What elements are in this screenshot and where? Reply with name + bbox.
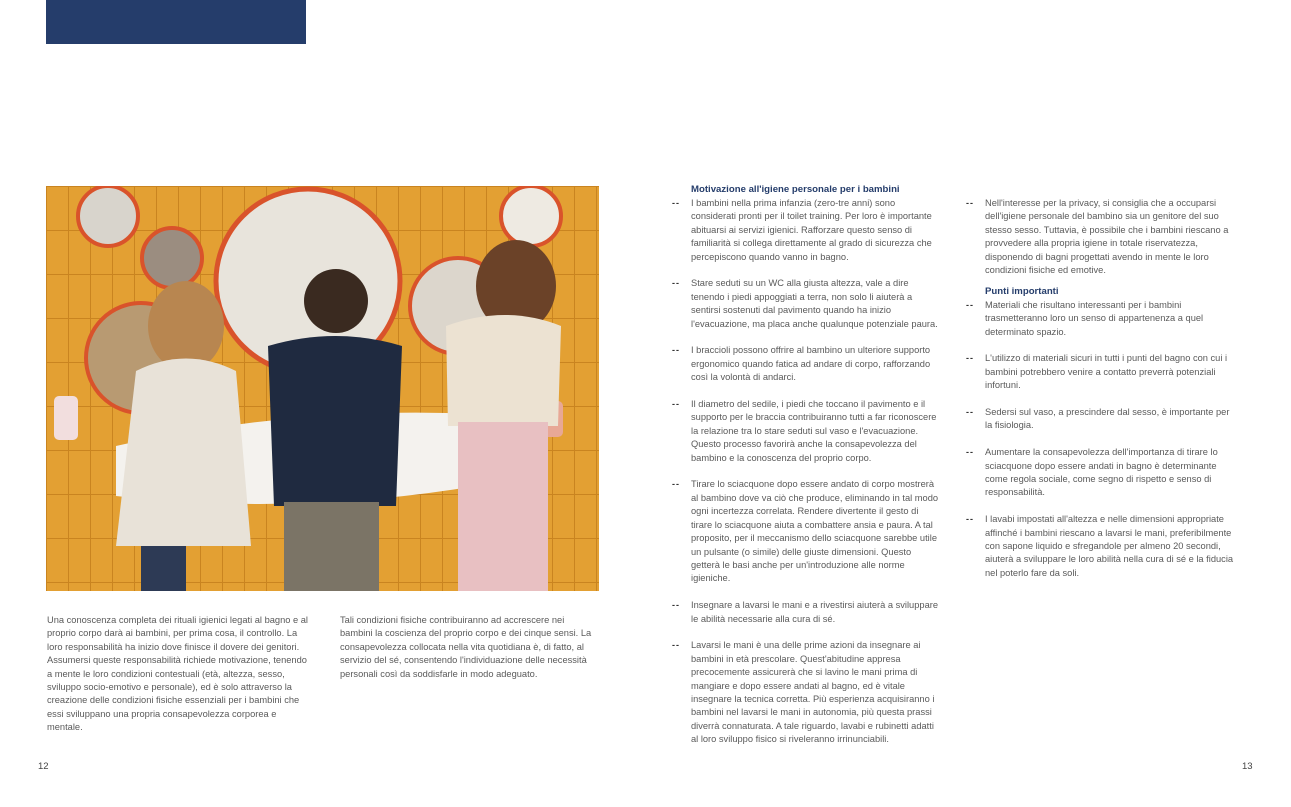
children-handwashing-photo xyxy=(46,186,599,591)
list-item: -- Aumentare la consapevolezza dell'importanza di tirare lo sciacquone dopo essere andati in bagno è determinante come regola sociale, come segno di rispetto e senso di responsabilità. xyxy=(966,447,1218,498)
list-item: -- Tirare lo sciacquone dopo essere andato di corpo mostrerà al bambino dove va ciò che produce, eliminando in tal modo ogni incertezza correlata. Rendere divertente il gesto di tirare lo sciacquone aiuta a combattere ansia e paura. A tal proposito, per il meccanismo dello sciacquone sarebbe utile un pulsante (o simile) delle giuste dimensioni. Questo getterà le basi anche per un'introduzione alle norme igieniche. xyxy=(672,479,939,584)
child-hoodie xyxy=(446,315,561,426)
header-color-bar xyxy=(46,0,306,44)
child-shirt xyxy=(268,336,402,506)
child-trousers xyxy=(284,502,379,591)
motivation-list xyxy=(672,197,942,747)
child-hair xyxy=(148,281,224,371)
privacy-list xyxy=(966,197,1236,277)
list-item: -- Nell'interesse per la privacy, si consiglia che a occuparsi dell'igiene personale del bambino sia un genitore del suo stesso sesso. Tuttavia, è possibile che i bambini riescano a provvedere alla propria igiene in totale riservatezza, disponendo di bagni progettati avendo in mente le loro condizioni fisiche ed emotive. xyxy=(966,198,1229,276)
bullet-dash-icon: -- xyxy=(966,447,974,458)
list-item: -- Lavarsi le mani è una delle prime azioni da insegnare ai bambini in età prescolare. Quest'abitudine appresa precocemente assicurerà che si lavino le mani prima di mangiare e dopo essere andati al bagno, ed è vitale insegnare la tecnica corretta. Più esperienza acquisiranno i bambini nel lavarsi le mani in autonomia, più questa prassi diverrà connaturata. A tale riguardo, lavabi e rubinetti adatti al loro sviluppo fisico si riveleranno irrinunciabili. xyxy=(672,640,935,745)
page-number-right: 13 xyxy=(1242,761,1253,772)
list-item: -- I bambini nella prima infanzia (zero-tre anni) sono considerati pronti per il toilet training. Per loro è importante abituarsi ai servizi igienici. Rafforzare questo senso di familiarità si collega direttamente al grado di sicurezza che percepiscono quando vanno in bagno. xyxy=(672,198,932,262)
bullet-dash-icon: -- xyxy=(672,479,680,490)
list-item: -- Il diametro del sedile, i piedi che toccano il pavimento e il supporto per le braccia contribuiranno tutti a far riconoscere la relazione tra lo stare seduti sul vaso e l'evacuazione. Questo processo favorirà anche la consapevolezza del bambino e la conoscenza del proprio corpo. xyxy=(672,399,937,463)
intro-paragraph-right: Tali condizioni fisiche contribuiranno ad accrescere nei bambini la coscienza del proprio corpo e dei cinque sensi. La consapevolezza collocata nella vita quotidiana è, di fatto, al servizio del sé, consentendo l'individuazione delle necessità personali così da soddisfarle in modo adeguato. xyxy=(340,615,592,679)
child-trousers xyxy=(458,422,548,591)
bullet-dash-icon: -- xyxy=(672,600,680,611)
intro-paragraph-left: Una conoscenza completa dei rituali igienici legati al bagno e al proprio corpo darà ai bambini, per prima cosa, il controllo. La loro responsabilità ha inizio dove finisce il dovere dei genitori. Assumersi queste responsabilità richiede motivazione, tenendo a mente le loro condizioni contestuali (età, altezza, sesso, sviluppo socio-emotivo e personale), ed è solo attraverso la creazione delle condizioni fisiche essenziali per i bambini che essi sviluppano una propria consapevolezza corporea e mentale. xyxy=(47,615,308,733)
bullet-dash-icon: -- xyxy=(966,407,974,418)
list-item: -- L'utilizzo di materiali sicuri in tutti i punti del bagno con cui i bambini potrebbero venire a contatto preverrà potenziali infortuni. xyxy=(966,353,1228,391)
bullet-dash-icon: -- xyxy=(672,198,680,208)
page-number-left: 12 xyxy=(38,761,49,772)
key-points-list xyxy=(966,299,1236,580)
bullet-dash-icon: -- xyxy=(672,278,680,289)
bullet-dash-icon: -- xyxy=(966,514,974,525)
key-points-column xyxy=(966,197,1236,594)
bullet-dash-icon: -- xyxy=(672,640,680,651)
soap-bottle xyxy=(54,396,78,440)
motivation-column xyxy=(672,183,942,760)
bullet-dash-icon: -- xyxy=(966,299,974,310)
list-item: -- Insegnare a lavarsi le mani e a rivestirsi aiuterà a sviluppare le abilità necessarie alla cura di sé. xyxy=(672,600,939,624)
child-head xyxy=(304,269,368,333)
list-item: -- Stare seduti su un WC alla giusta altezza, vale a dire tenendo i piedi appoggiati a terra, non solo li aiuterà a sentirsi sostenuti dal pavimento quando ha inizio l'evacuazione, ma placa anche qualunque potenziale paura. xyxy=(672,278,938,329)
bullet-dash-icon: -- xyxy=(966,198,974,208)
list-item: -- I lavabi impostati all'altezza e nelle dimensioni appropriate affinché i bambini riescano a lavarsi le mani, preferibilmente con sapone liquido e sfregandole per almeno 20 secondi, aiuterà a sviluppare le loro abilità nella cura di sé e la fiducia nel poterlo fare da soli. xyxy=(966,514,1234,578)
child-dress xyxy=(116,359,251,547)
bullet-dash-icon: -- xyxy=(966,353,974,364)
list-item: -- I braccioli possono offrire al bambino un ulteriore supporto ergonomico quando fatica ad andare di corpo, rafforzando così la volontà di andarci. xyxy=(672,345,931,383)
round-mirror xyxy=(142,228,202,288)
list-item: -- Materiali che risultano interessanti per i bambini trasmetteranno loro un senso di appartenenza a quel determinato spazio. xyxy=(966,299,1204,337)
list-item: -- Sedersi sul vaso, a prescindere dal sesso, è importante per la fisiologia. xyxy=(966,407,1230,431)
round-mirror xyxy=(78,186,138,246)
motivation-title: Motivazione all'igiene personale per i bambini xyxy=(691,184,900,195)
bullet-dash-icon: -- xyxy=(672,399,680,410)
bullet-dash-icon: -- xyxy=(672,345,680,356)
key-points-title: Punti importanti xyxy=(985,285,1059,297)
round-mirror xyxy=(501,186,561,246)
